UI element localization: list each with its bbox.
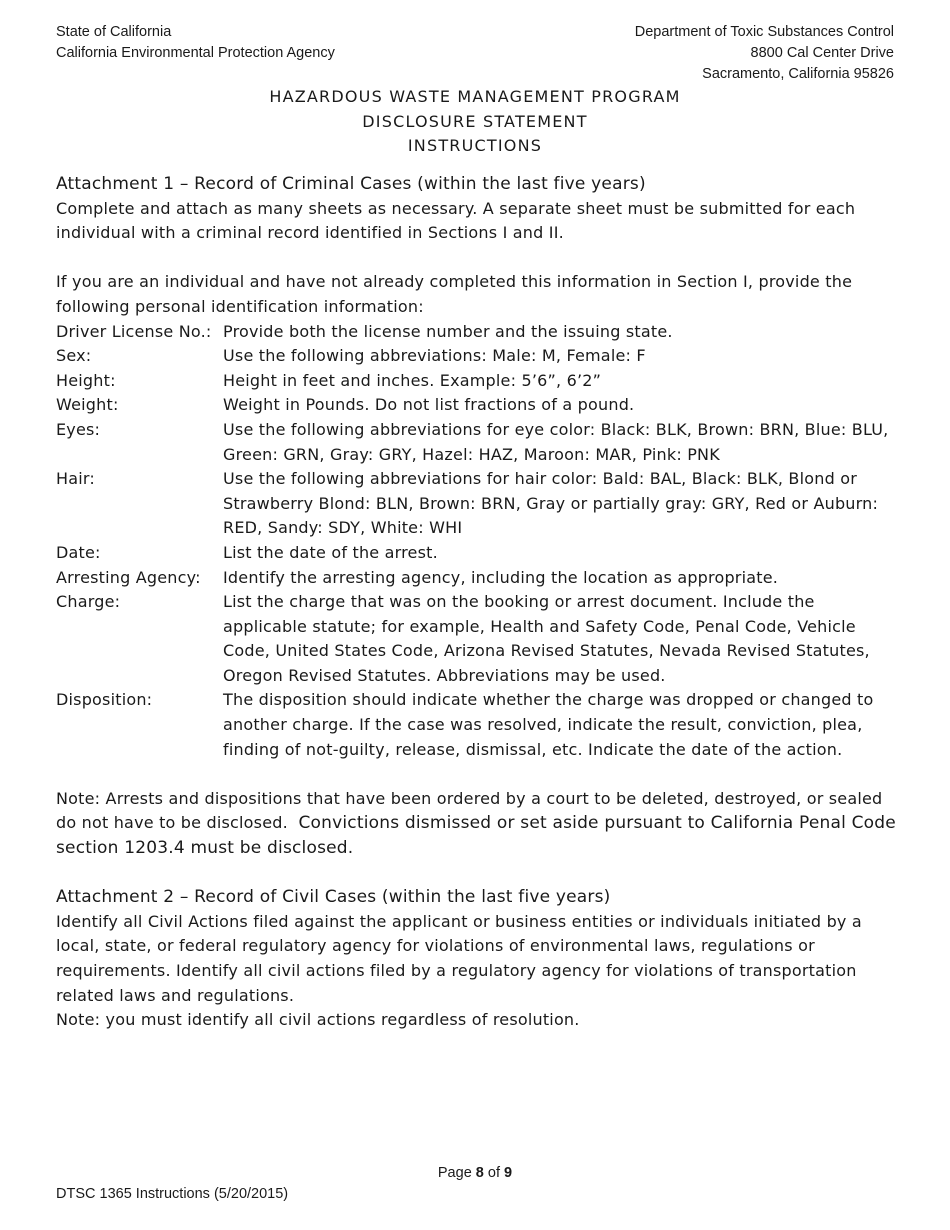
header-department <box>635 22 894 85</box>
page-total: 9 <box>504 1165 513 1181</box>
field-label: Driver License No.: <box>56 321 212 341</box>
field-label: Disposition: <box>56 690 153 710</box>
field-row-disposition <box>56 688 896 762</box>
page-current: 8 <box>475 1165 484 1181</box>
attachment1-heading: Attachment 1 – Record of Criminal Cases (within the last five years) <box>56 174 646 194</box>
field-row-hair <box>56 467 896 541</box>
field-label: Arresting Agency: <box>56 567 201 587</box>
field-label: Date: <box>56 542 101 562</box>
page-number <box>0 1165 950 1181</box>
header-city: Sacramento, California 95826 <box>702 66 894 82</box>
field-description: Use the following abbreviations for eye color: Black: BLK, Brown: BRN, Blue: BLU, Green: GRN, Gray: GRY, Hazel: HAZ, Maroon: MAR, Pink: PNK <box>223 419 889 464</box>
field-row-driver-license <box>56 320 896 345</box>
field-description: Use the following abbreviations: Male: M, Female: F <box>223 346 646 366</box>
field-row-date <box>56 541 896 566</box>
disclosure-note-convictions: Convictions dismissed or set aside pursuant to California Penal Code section 1203.4 must be disclosed. <box>56 813 896 859</box>
disclosure-note-arrests: Note: Arrests and dispositions that have been ordered by a court to be deleted, destroyed, or sealed do not have to be disclosed. <box>56 788 883 833</box>
header-street: 8800 Cal Center Drive <box>750 45 894 61</box>
page-prefix: Page <box>437 1165 476 1181</box>
field-row-arresting-agency <box>56 566 896 591</box>
field-description: Height in feet and inches. Example: 5’6”, 6’2” <box>223 370 602 390</box>
title-line-instructions: INSTRUCTIONS <box>407 136 543 155</box>
field-label: Hair: <box>56 469 95 489</box>
title-line-statement: DISCLOSURE STATEMENT <box>362 111 588 131</box>
attachment2-note: Note: you must identify all civil actions regardless of resolution. <box>56 1010 580 1030</box>
attachment1-intro: Complete and attach as many sheets as necessary. A separate sheet must be submitted for each individual with a criminal record identified in Sections I and II. <box>56 198 856 243</box>
header-state: State of California <box>56 24 172 40</box>
field-row-weight <box>56 393 896 418</box>
personal-info-intro: If you are an individual and have not already completed this information in Section I, provide the following personal identification information: <box>56 272 853 316</box>
field-label: Eyes: <box>56 419 101 439</box>
field-description: Provide both the license number and the issuing state. <box>223 321 673 341</box>
page-mid: of <box>483 1165 505 1181</box>
field-label: Sex: <box>56 346 92 366</box>
disclosure-note <box>56 787 896 861</box>
title-line-program: HAZARDOUS WASTE MANAGEMENT PROGRAM <box>269 87 681 106</box>
field-label: Weight: <box>56 395 119 415</box>
document-title <box>0 85 950 159</box>
field-label: Height: <box>56 370 116 390</box>
field-label: Charge: <box>56 592 121 612</box>
field-row-eyes <box>56 418 896 467</box>
field-description: List the charge that was on the booking or arrest document. Include the applicable statute; for example, Health and Safety Code, Penal Code, Vehicle Code, United States Code, Arizona Revised Statutes, Nevada Revised Statutes, Oregon Revised Statutes. Abbreviations may be used. <box>223 592 870 685</box>
field-row-sex <box>56 344 896 369</box>
header-agency-name: California Environmental Protection Agency <box>56 45 335 61</box>
field-description: The disposition should indicate whether the charge was dropped or changed to another charge. If the case was resolved, indicate the result, conviction, plea, finding of not-guilty, release, dismissal, etc. Indicate the date of the action. <box>223 690 874 759</box>
field-row-charge <box>56 590 896 688</box>
form-identifier: DTSC 1365 Instructions (5/20/2015) <box>56 1186 289 1202</box>
attachment2-heading: Attachment 2 – Record of Civil Cases (within the last five years) <box>56 887 611 908</box>
document-body <box>56 172 896 1033</box>
header-agency <box>56 22 335 64</box>
field-row-height <box>56 369 896 394</box>
attachment2-body: Identify all Civil Actions filed against the applicant or business entities or individuals initiated by a local, state, or federal regulatory agency for violations of environmental laws, regulations or requirements. Identify all civil actions filed by a regulatory agency for violations of transportation related laws and regulations. <box>56 911 862 1005</box>
header-dept-name: Department of Toxic Substances Control <box>634 24 894 40</box>
field-description: List the date of the arrest. <box>223 542 438 562</box>
field-description: Identify the arresting agency, including the location as appropriate. <box>223 567 779 587</box>
field-description: Weight in Pounds. Do not list fractions of a pound. <box>223 395 635 415</box>
field-description: Use the following abbreviations for hair color: Bald: BAL, Black: BLK, Blond or Strawberry Blond: BLN, Brown: BRN, Gray or partially gray: GRY, Red or Auburn: RED, Sandy: SDY, White: WHI <box>223 469 879 538</box>
